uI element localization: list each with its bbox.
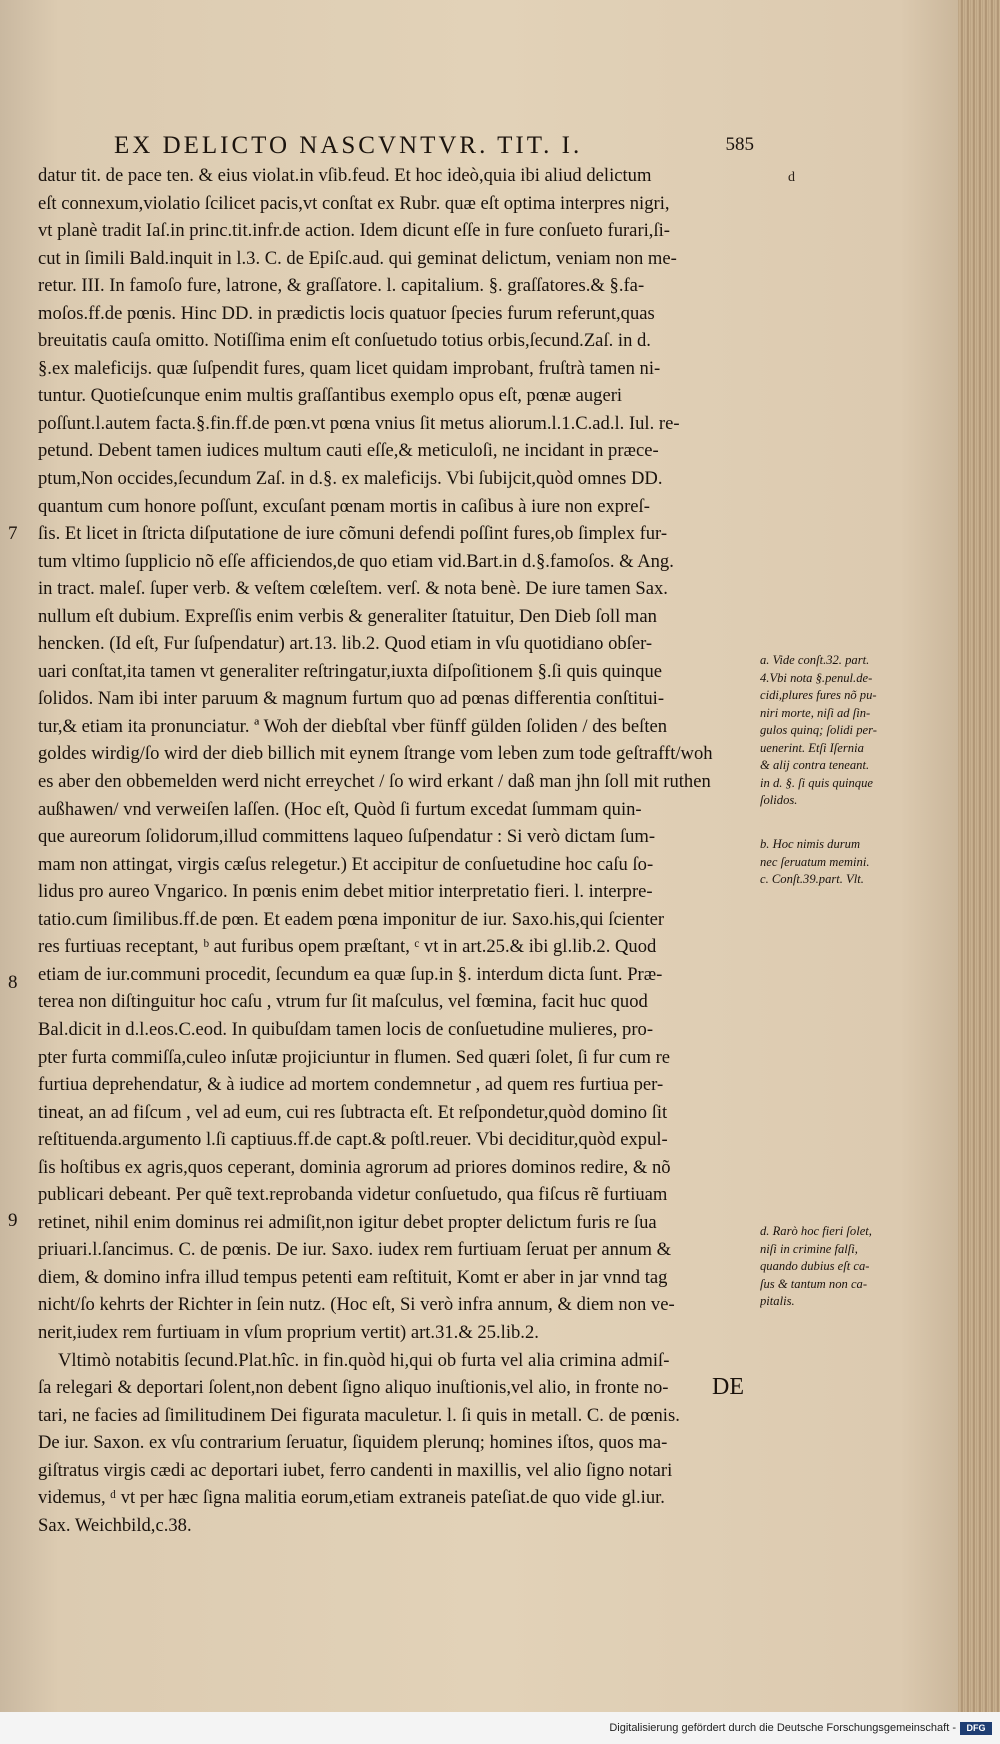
text-line: nicht/ſo kehrts der Richter in ſein nutz. (Hoc eſt, Si verò infra annum, & diem non ve- — [38, 1294, 675, 1316]
page-edge — [958, 0, 1000, 1744]
text-line: De iur. Saxon. ex vſu contrarium ſeruatur, ſiquidem plerunq; homines iſtos, quos ma- — [38, 1432, 668, 1454]
text-line: goldes wirdig/ſo wird der dieb billich mit eynem ſtrange vom leben zum tode geſtrafft/woh — [38, 743, 713, 765]
text-line: eſt connexum,violatio ſcilicet pacis,vt conſtat ex Rubr. quæ eſt optima interpres nigri, — [38, 192, 670, 214]
text-line: tum vltimo ſupplicio nõ eſſe afficiendos,de quo etiam vid.Bart.in d.§.famoſos. & Ang. — [38, 550, 674, 572]
text-line: tatio.cum ſimilibus.ff.de pœn. Et eadem pœna imponitur de iur. Saxo.his,qui ſcienter — [38, 908, 665, 930]
text-line: ſis hoſtibus ex agris,quos ceperant, dominia agrorum ad priores dominos redire, & nõ — [38, 1156, 671, 1178]
margin-number-7: 7 — [8, 523, 18, 544]
text-line: furtiua deprehendatur, & à iudice ad mortem condemnetur , ad quem res furtiua per- — [38, 1074, 664, 1096]
text-line: in tract. maleſ. ſuper verb. & veſtem cœleſtem. verſ. & nota benè. De iure tamen Sax. — [38, 578, 668, 600]
text-line: Bal.dicit in d.l.eos.C.eod. In quibuſdam tamen locis de conſuetudine mulieres, pro- — [38, 1018, 654, 1040]
marginal-mark: d — [788, 170, 795, 185]
text-line: Sax. Weichbild,c.38. — [38, 1514, 192, 1536]
running-header — [114, 132, 754, 162]
text-line: moſos.ff.de pœnis. Hinc DD. in prædictis locis quatuor ſpecies furum referunt,quas — [38, 302, 655, 324]
text-line: tineat, an ad fiſcum , vel ad eum, cui res ſubtracta eſt. Et reſpondetur,quòd domino ſit — [38, 1101, 668, 1123]
text-line: etiam de iur.communi procedit, ſecundum ea quæ ſup.in §. interdum dicta ſunt. Præ- — [38, 963, 663, 985]
text-line: es aber den obbemelden werd nicht erreychet / ſo wird erkant / daß man jhn ſoll mit ruthen — [38, 771, 711, 793]
text-line: ſa relegari & deportari ſolent,non debent ſigno aliquo inuſtionis,vel alio, in fronte no- — [38, 1377, 669, 1399]
sidenote-a — [760, 652, 960, 810]
sidenote-line: gulos quinq; ſolidi per- — [760, 723, 877, 737]
text-line: außhawen/ vnd verweiſen laſſen. (Hoc eſt, Quòd ſi furtum excedat ſummam quin- — [38, 798, 642, 820]
sidenote-line: & alij contra teneant. — [760, 758, 870, 772]
text-line: pter furta commiſſa,culeo inſutæ projiciuntur in flumen. Sed quæri ſolet, ſi fur cum re — [38, 1046, 671, 1068]
sidenote-line: nec ſeruatum memini. — [760, 854, 870, 869]
text-line: lidus pro aureo Vngarico. In pœnis enim debet mitior interpretatio fieri. l. interpre- — [38, 881, 653, 903]
sidenote-line: d. Rarò hoc fieri ſolet, — [760, 1224, 872, 1238]
text-line: uari conſtat,ita tamen vt generaliter reſtringatur,iuxta diſpoſitionem §.ſi quis quinque — [38, 660, 663, 682]
text-line: quantum cum honore poſſunt, excuſant pœnam mortis in caſibus à iure non expreſ- — [38, 495, 650, 517]
text-line: poſſunt.l.autem facta.§.fin.ff.de pœn.vt pœna vnius ſit metus aliorum.l.1.C.ad.l. Iul. re- — [38, 412, 680, 434]
sidenote-d — [760, 1223, 960, 1311]
text-line: tur,& etiam ita pronunciatur. ª Woh der diebſtal vber fünff gülden ſoliden / des beſten — [38, 715, 668, 737]
text-line: publicari debeant. Per quẽ text.reprobanda videtur conſuetudo, qua fiſcus rẽ furtiuam — [38, 1184, 668, 1206]
text-line: petund. Debent tamen iudices multum cauti eſſe,& meticuloſi, ne incidant in præce- — [38, 440, 659, 462]
sidenote-line: b. Hoc nimis durum — [760, 837, 861, 851]
digitization-credit: Digitalisierung gefördert durch die Deutsche Forschungsgemeinschaft - — [609, 1722, 956, 1734]
sidenote-line: 4.Vbi nota §.penul.de- — [760, 670, 873, 685]
text-line: retur. III. In famoſo fure, latrone, & graſſatore. l. capitalium. §. graſſatores.& §.fa- — [38, 275, 645, 297]
margin-number-9: 9 — [8, 1210, 18, 1231]
sidenote-b — [760, 836, 960, 889]
text-line: hencken. (Id eſt, Fur ſuſpendatur) art.13. lib.2. Quod etiam in vſu quotidiano obſer- — [38, 633, 653, 655]
text-line: ptum,Non occides,ſecundum Zaſ. in d.§. ex maleficijs. Vbi ſubijcit,quòd omnes DD. — [38, 468, 663, 490]
margin-number-8: 8 — [8, 972, 18, 993]
sidenote-line: c. Conſt.39.part. Vlt. — [760, 872, 864, 886]
running-title: EX DELICTO NASCVNTVR. TIT. I. — [114, 132, 583, 159]
body-text — [38, 162, 758, 1539]
sidenote-line: ſolidos. — [760, 793, 798, 807]
catchword: DE — [712, 1374, 744, 1400]
text-line: retinet, nihil enim dominus rei admiſit,non igitur debet propter delictum furis re ſua — [38, 1211, 657, 1233]
text-line: cut in ſimili Bald.inquit in l.3. C. de Epiſc.aud. qui geminat delictum, veniam non me- — [38, 247, 677, 269]
sidenote-line: in d. §. ſi quis quinque — [760, 775, 873, 790]
text-line: nullum eſt dubium. Expreſſis enim verbis & generaliter ſtatuitur, Den Dieb ſoll man — [38, 605, 657, 627]
text-line: terea non diſtinguitur hoc caſu , vtrum fur ſit maſculus, vel fœmina, facit huc quod — [38, 991, 648, 1013]
text-line: tari, ne facies ad ſimilitudinem Dei figurata maculetur. l. ſi quis in metall. C. de pœnis. — [38, 1404, 680, 1426]
dfg-logo: DFG — [960, 1722, 992, 1735]
text-line: giſtratus virgis cædi ac deportari iubet, ferro candenti in maxillis, vel alio ſigno notari — [38, 1459, 673, 1481]
text-line: tuntur. Quotieſcunque enim multis graſſantibus exemplo opus eſt, pœnæ augeri — [38, 385, 623, 407]
text-line: priuari.l.ſancimus. C. de pœnis. De iur. Saxo. iudex rem furtiuam ſeruat per annum & — [38, 1239, 672, 1261]
sidenote-line: cidi,plures fures nõ pu- — [760, 688, 877, 702]
text-line: diem, & domino infra illud tempus petenti eam reſtituit, Komt er aber in jar vnnd tag — [38, 1266, 668, 1288]
sidenote-line: pitalis. — [760, 1294, 795, 1308]
text-line: datur tit. de pace ten. & eius violat.in vſib.feud. Et hoc ideò,quia ibi aliud delictum — [38, 165, 652, 186]
sidenote-line: quando dubius eſt ca- — [760, 1259, 870, 1273]
text-line: ſis. Et licet in ſtricta diſputatione de iure cõmuni defendi poſſint fures,ob ſimplex fur- — [38, 523, 668, 545]
text-line: breuitatis cauſa omitto. Notiſſima enim eſt conſuetudo totius orbis,ſecund.Zaſ. in d. — [38, 330, 651, 352]
text-line: mam non attingat, virgis cæſus relegetur.) Et accipitur de conſuetudine hoc caſu ſo- — [38, 853, 654, 875]
sidenote-line: ſus & tantum non ca- — [760, 1276, 868, 1291]
text-line: res furtiuas receptant, ᵇ aut furibus opem præſtant, ᶜ vt in art.25.& ibi gl.lib.2. Quod — [38, 936, 657, 958]
text-line: ſolidos. Nam ibi inter paruum & magnum furtum quo ad pœnas differentia conſtitui- — [38, 688, 665, 710]
sidenote-line: uenerint. Etſi Iſernia — [760, 740, 864, 755]
text-line: reſtituenda.argumento l.ſi captiuus.ff.de capt.& poſtl.reuer. Vbi deciditur,quòd expul- — [38, 1129, 668, 1151]
text-line: §.ex maleficijs. quæ ſuſpendit fures, quam licet quidam improbant, fruſtrà tamen ni- — [38, 357, 661, 379]
page-number: 585 — [725, 134, 754, 155]
sidenote-line: niſi in crimine falſi, — [760, 1241, 858, 1256]
text-line: nerit,iudex rem furtiuam in vſum proprium vertit) art.31.& 25.lib.2. — [38, 1321, 539, 1343]
text-line: videmus, ᵈ vt per hæc ſigna malitia eorum,etiam extraneis pateſiat.de quo vide gl.iur. — [38, 1487, 665, 1509]
text-line: que aureorum ſolidorum,illud committens laqueo ſuſpendatur : Si verò dictam ſum- — [38, 826, 656, 848]
text-line: vt planè tradit Iaſ.in princ.tit.infr.de action. Idem dicunt eſſe in fure conſueto furari,ſi- — [38, 220, 670, 242]
text-line: Vltimò notabitis ſecund.Plat.hîc. in fin.quòd hi,qui ob furta vel alia crimina admiſ- — [58, 1349, 670, 1371]
sidenote-line: niri morte, niſi ad ſin- — [760, 705, 871, 720]
sidenote-line: a. Vide conſt.32. part. — [760, 653, 870, 667]
